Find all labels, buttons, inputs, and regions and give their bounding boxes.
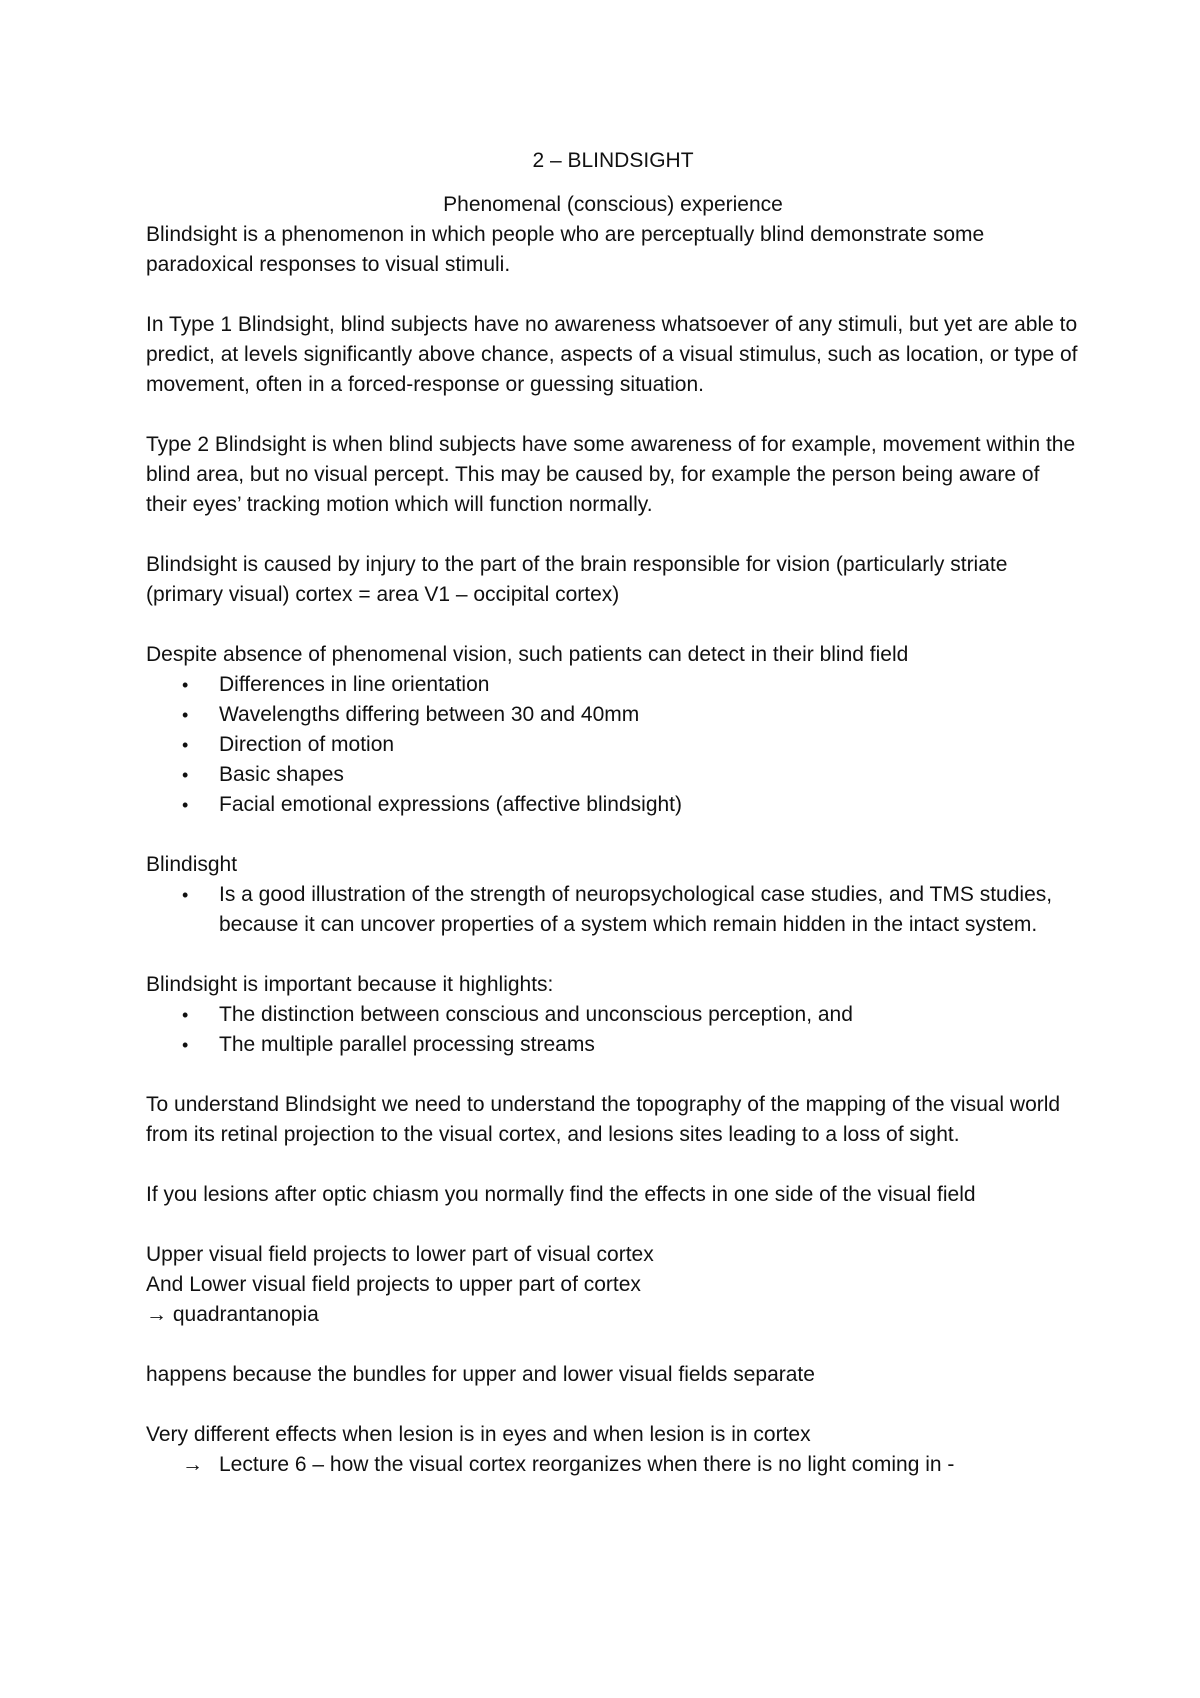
importance-list <box>146 1000 1080 1060</box>
paragraph-bundles: happens because the bundles for upper and lower visual fields separate <box>146 1363 815 1386</box>
bullet-icon: • <box>182 795 189 815</box>
paragraph-lower-field: And Lower visual field projects to upper part of cortex <box>146 1273 641 1296</box>
document-subtitle: Phenomenal (conscious) experience <box>443 193 783 216</box>
lecture-list <box>146 1450 1080 1480</box>
list-item: • Is a good illustration of the strength of neuropsychological case studies, and TMS studies, because it can uncover properties of a system which remain hidden in the intact system. <box>146 880 1080 940</box>
list-item: • The multiple parallel processing streams <box>146 1030 1080 1060</box>
list-item: • Wavelengths differing between 30 and 40mm <box>146 700 1080 730</box>
arrow-icon: → <box>146 1303 167 1326</box>
illustration-list <box>146 880 1080 940</box>
paragraph-type2: Type 2 Blindsight is when blind subjects have some awareness of for example, movement within the blind area, but no visual percept. This may be caused by, for example the person being aware of their eyes’ tracking motion which will function normally. <box>146 433 1076 516</box>
bullet-icon: • <box>182 735 189 755</box>
bullet-icon: • <box>182 765 189 785</box>
paragraph-quadrantanopia: → quadrantanopia <box>146 1303 319 1326</box>
list-item: → Lecture 6 – how the visual cortex reorganizes when there is no light coming in - <box>146 1450 1080 1480</box>
list-item: • Basic shapes <box>146 760 1080 790</box>
paragraph-effects: Very different effects when lesion is in eyes and when lesion is in cortex <box>146 1423 811 1446</box>
bullet-icon: • <box>182 705 189 725</box>
list-item: • The distinction between conscious and unconscious perception, and <box>146 1000 1080 1030</box>
arrow-icon: → <box>182 1453 203 1476</box>
bullet-icon: • <box>182 1005 189 1025</box>
bullet-icon: • <box>182 675 189 695</box>
paragraph-type1: In Type 1 Blindsight, blind subjects have no awareness whatsoever of any stimuli, but yet are able to predict, at levels significantly above chance, aspects of a visual stimulus, such as location, or type of movement, often in a forced-response or guessing situation. <box>146 313 1078 396</box>
paragraph-blindisght-heading: Blindisght <box>146 853 238 876</box>
paragraph-importance: Blindsight is important because it highlights: <box>146 973 554 996</box>
paragraph-optic-chiasm: If you lesions after optic chiasm you normally find the effects in one side of the visual field <box>146 1183 976 1206</box>
paragraph-definition: Blindsight is a phenomenon in which people who are perceptually blind demonstrate some paradoxical responses to visual stimuli. <box>146 223 985 276</box>
paragraph-upper-field: Upper visual field projects to lower part of visual cortex <box>146 1243 654 1266</box>
bullet-icon: • <box>182 885 189 905</box>
document-title: 2 – BLINDSIGHT <box>532 149 694 172</box>
paragraph-cause: Blindsight is caused by injury to the part of the brain responsible for vision (particularly striate (primary visual) cortex = area V1 – occipital cortex) <box>146 553 1008 606</box>
paragraph-detect-intro: Despite absence of phenomenal vision, such patients can detect in their blind field <box>146 643 909 666</box>
bullet-icon: • <box>182 1035 189 1055</box>
list-item: • Facial emotional expressions (affective blindsight) <box>146 790 1080 820</box>
detect-list <box>146 670 1080 820</box>
paragraph-topography: To understand Blindsight we need to understand the topography of the mapping of the visual world from its retinal projection to the visual cortex, and lesions sites leading to a loss of sight. <box>146 1093 1061 1146</box>
list-item: • Direction of motion <box>146 730 1080 760</box>
list-item: • Differences in line orientation <box>146 670 1080 700</box>
